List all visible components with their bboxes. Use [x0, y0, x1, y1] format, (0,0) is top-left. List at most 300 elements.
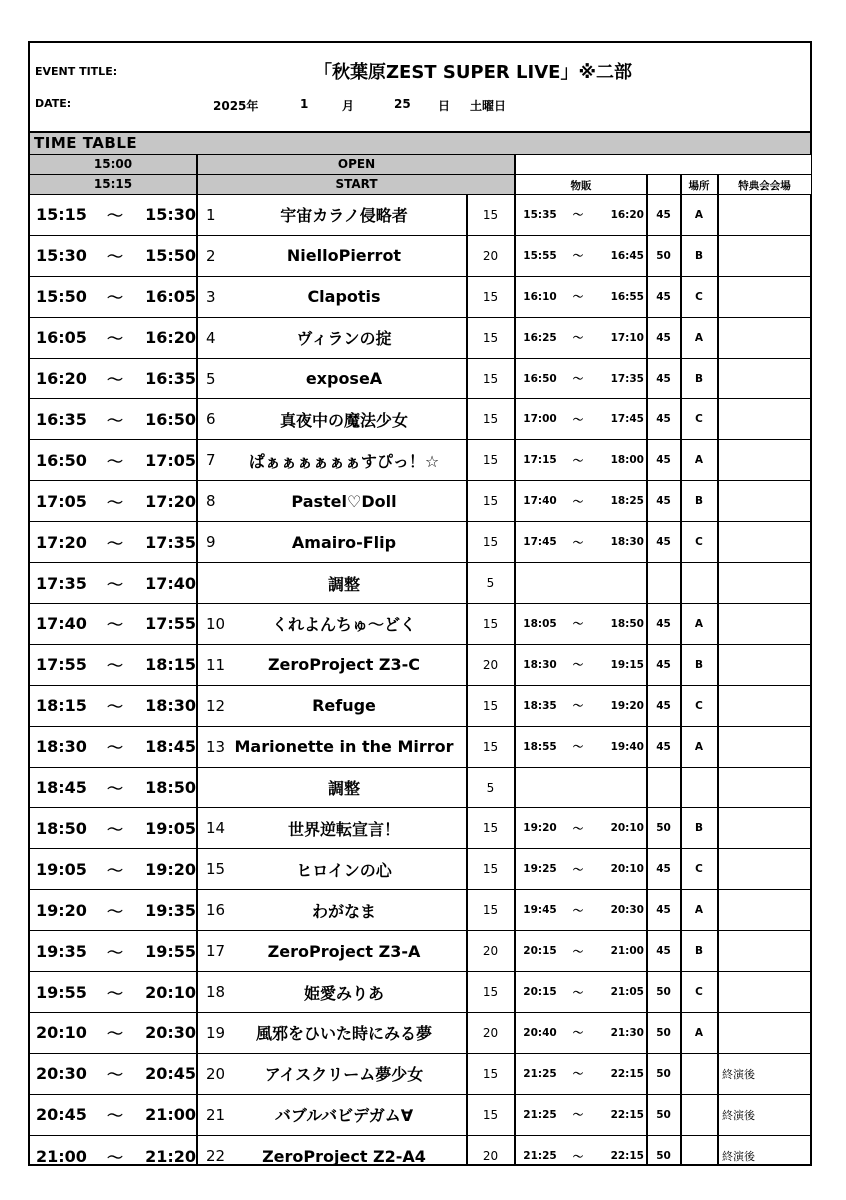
bonus-note [722, 931, 812, 971]
table-row [30, 440, 810, 481]
act-name: アイスクリーム夢少女 [264, 1065, 424, 1085]
table-row [30, 359, 810, 400]
end-time: 20:10 [145, 982, 196, 1002]
merch-end-time: 17:45 [610, 413, 644, 426]
act-number: 6 [206, 410, 216, 429]
end-time: 19:35 [145, 900, 196, 920]
time-tilde: ～ [106, 247, 123, 267]
merch-location [681, 1136, 717, 1177]
start-time: 17:20 [36, 532, 87, 552]
table-row [30, 809, 810, 850]
bonus-note [722, 481, 812, 521]
act-name: バブルバビデガム∀ [274, 1106, 414, 1126]
merch-end-time: 22:15 [610, 1150, 644, 1163]
merch-location: A [694, 1026, 704, 1039]
bonus-note: 終演後 [722, 1150, 755, 1164]
merch-tilde: ～ [572, 904, 584, 917]
merch-tilde: ～ [572, 209, 584, 222]
merch-end-time: 21:30 [610, 1026, 644, 1039]
end-time: 19:20 [145, 859, 196, 879]
time-tilde: ～ [106, 697, 123, 717]
merch-tilde: ～ [572, 536, 584, 549]
end-time: 21:00 [145, 1105, 196, 1125]
act-number: 9 [206, 533, 216, 552]
end-time: 20:45 [145, 1064, 196, 1084]
act-number: 14 [206, 819, 226, 838]
time-tilde: ～ [106, 1147, 123, 1167]
merch-end-time: 20:10 [610, 822, 644, 835]
act-number: 15 [206, 860, 226, 879]
end-time: 21:20 [145, 1146, 196, 1166]
start-time: 16:50 [36, 450, 87, 470]
bonus-note [722, 522, 812, 562]
act-name: くれよんちゅ～どく [271, 615, 416, 635]
end-time: 16:05 [145, 287, 196, 307]
time-tilde: ～ [106, 1106, 123, 1126]
table-row [30, 931, 810, 972]
act-name: 調整 [327, 779, 360, 799]
merch-tilde [566, 563, 590, 603]
event-title: 「秋葉原ZEST SUPER LIVE」※二部 [314, 62, 632, 83]
bonus-note [722, 400, 812, 440]
act-duration: 15 [482, 207, 499, 222]
act-name: ぱぁぁぁぁぁぁすぴっ！☆ [248, 451, 440, 471]
merch-tilde: ～ [572, 741, 584, 754]
bonus-note [722, 318, 812, 358]
end-time: 16:20 [145, 328, 196, 348]
merch-tilde: ～ [572, 250, 584, 263]
merch-start-time [520, 563, 560, 603]
act-number: 13 [206, 737, 226, 756]
act-name: 姫愛みりあ [303, 983, 384, 1003]
merch-start-time [520, 768, 560, 808]
merch-start-time: 18:35 [523, 699, 557, 712]
start-time: 15:15 [36, 205, 87, 225]
start-time: 18:15 [36, 696, 87, 716]
merch-end-time: 19:40 [610, 740, 644, 753]
merch-end-time: 17:35 [610, 372, 644, 385]
start-time: 15:50 [36, 287, 87, 307]
act-number: 19 [206, 1023, 226, 1042]
bonus-note: 終演後 [722, 1067, 755, 1081]
timetable-label-bar [30, 133, 810, 155]
bonus-note [722, 563, 812, 603]
act-number: 17 [206, 942, 226, 961]
bonus-note [722, 727, 812, 767]
act-number: 3 [206, 287, 216, 306]
end-time: 17:20 [145, 491, 196, 511]
merch-location: A [694, 904, 704, 917]
merch-end-time: 21:00 [610, 945, 644, 958]
table-row [30, 522, 810, 563]
merch-location [681, 1095, 717, 1135]
start-time: 17:35 [36, 573, 87, 593]
end-time: 18:15 [145, 655, 196, 675]
merch-tilde: ～ [572, 1068, 584, 1081]
merch-start-time: 21:25 [523, 1150, 557, 1163]
date-label: DATE: [35, 97, 72, 110]
act-name: 世界逆転宣言！ [287, 819, 400, 839]
bonus-note [722, 1013, 812, 1053]
act-duration: 15 [482, 371, 499, 386]
merch-start-time: 21:25 [523, 1108, 557, 1121]
merch-start-time: 19:25 [523, 863, 557, 876]
grid-line-duration [466, 195, 468, 1166]
time-tilde: ～ [106, 533, 123, 553]
start-time: 16:20 [36, 369, 87, 389]
act-duration: 15 [482, 330, 499, 345]
time-tilde: ～ [106, 983, 123, 1003]
merch-tilde: ～ [572, 454, 584, 467]
time-tilde: ～ [106, 451, 123, 471]
merch-duration: 45 [656, 617, 671, 630]
bonus-note [722, 849, 812, 889]
end-time: 17:35 [145, 532, 196, 552]
merch-tilde: ～ [572, 332, 584, 345]
start-row-right [516, 175, 811, 195]
act-duration: 20 [482, 1149, 499, 1164]
merch-duration: 45 [656, 658, 671, 671]
time-tilde: ～ [106, 206, 123, 226]
grid-line-place [680, 175, 682, 1166]
merch-duration: 45 [656, 290, 671, 303]
start-time: 20:45 [36, 1105, 87, 1125]
act-name: Pastel♡Doll [291, 491, 397, 511]
date-day-unit: 日 [438, 99, 451, 113]
end-time: 17:05 [145, 450, 196, 470]
table-row [30, 481, 810, 522]
merch-start-time: 19:45 [523, 904, 557, 917]
start-time: 16:05 [36, 328, 87, 348]
time-tilde: ～ [106, 942, 123, 962]
date-month-number: 1 [300, 97, 309, 111]
end-time: 16:35 [145, 369, 196, 389]
start-row [30, 175, 810, 195]
place-header: 場所 [688, 180, 710, 192]
act-number: 7 [206, 451, 216, 470]
merch-end-time: 22:15 [610, 1108, 644, 1121]
merch-start-time: 15:35 [523, 208, 557, 221]
table-row [30, 1054, 810, 1095]
act-duration: 15 [482, 535, 499, 550]
merch-location: C [695, 290, 703, 303]
merch-start-time: 17:15 [523, 454, 557, 467]
merch-duration: 45 [656, 699, 671, 712]
merch-duration: 45 [656, 454, 671, 467]
time-tilde: ～ [106, 901, 123, 921]
act-duration: 15 [482, 862, 499, 877]
merch-start-time: 20:15 [523, 945, 557, 958]
merch-tilde: ～ [572, 1109, 584, 1122]
merch-tilde [566, 768, 590, 808]
act-duration: 20 [482, 657, 499, 672]
time-tilde: ～ [106, 860, 123, 880]
merch-duration: 45 [656, 740, 671, 753]
merch-location: C [695, 699, 703, 712]
table-row [30, 1136, 810, 1177]
table-row [30, 849, 810, 890]
open-label: OPEN [337, 157, 376, 171]
merch-header: 物販 [570, 180, 592, 192]
table-row [30, 727, 810, 768]
merch-tilde: ～ [572, 863, 584, 876]
grid-line-merch-duration [646, 195, 648, 1166]
grid-line-act [196, 195, 198, 1166]
start-time: 19:55 [36, 982, 87, 1002]
start-time: 17:55 [36, 655, 87, 675]
merch-location: B [694, 822, 703, 835]
bonus-note [722, 440, 812, 480]
end-time: 16:50 [145, 409, 196, 429]
merch-location: C [695, 413, 703, 426]
merch-tilde: ～ [572, 291, 584, 304]
open-row [30, 155, 810, 175]
timetable-label: TIME TABLE [34, 134, 138, 152]
end-time: 18:45 [145, 737, 196, 757]
act-duration: 15 [482, 1107, 499, 1122]
act-name: Clapotis [307, 287, 381, 307]
merch-start-time: 21:25 [523, 1067, 557, 1080]
merch-duration: 45 [656, 863, 671, 876]
bonus-note [722, 890, 812, 930]
merch-tilde: ～ [572, 700, 584, 713]
merch-tilde: ～ [572, 413, 584, 426]
merch-start-time: 16:25 [523, 331, 557, 344]
merch-duration: 50 [656, 1108, 671, 1121]
time-tilde: ～ [106, 329, 123, 349]
bonus-note [722, 686, 812, 726]
merch-start-time: 17:40 [523, 495, 557, 508]
start-time: 20:10 [36, 1023, 87, 1043]
table-row [30, 400, 810, 441]
merch-tilde: ～ [572, 495, 584, 508]
start-time: 18:30 [36, 737, 87, 757]
merch-end-time: 19:15 [610, 658, 644, 671]
merch-location: A [694, 740, 704, 753]
act-name: 真夜中の魔法少女 [279, 410, 408, 430]
table-row [30, 645, 810, 686]
end-time: 17:40 [145, 573, 196, 593]
merch-location: A [694, 617, 704, 630]
act-number: 22 [206, 1147, 226, 1166]
event-title-label: EVENT TITLE: [35, 65, 118, 78]
act-name: NielloPierrot [286, 246, 402, 266]
end-time: 15:30 [145, 205, 196, 225]
act-name: わがなま [311, 901, 376, 921]
start-label: START [335, 177, 378, 191]
act-name: ZeroProject Z2-A4 [262, 1146, 426, 1166]
merch-start-time: 17:45 [523, 536, 557, 549]
open-time: 15:00 [93, 157, 133, 171]
act-number: 21 [206, 1105, 226, 1124]
act-name: Refuge [312, 696, 376, 716]
start-time: 15:15 [93, 177, 133, 191]
bonus-note [722, 277, 812, 317]
merch-start-time: 20:15 [523, 986, 557, 999]
end-time: 15:50 [145, 246, 196, 266]
merch-tilde: ～ [572, 618, 584, 631]
merch-start-time: 18:30 [523, 658, 557, 671]
start-time: 20:30 [36, 1064, 87, 1084]
merch-tilde: ～ [572, 986, 584, 999]
grid-line-bonus [717, 175, 719, 1166]
act-duration: 5 [486, 576, 495, 591]
start-row-left [30, 175, 516, 195]
start-time: 17:05 [36, 491, 87, 511]
time-tilde: ～ [106, 410, 123, 430]
table-row [30, 563, 810, 604]
act-duration: 15 [482, 1066, 499, 1081]
merch-end-time: 19:20 [610, 699, 644, 712]
merch-end-time: 21:05 [610, 986, 644, 999]
act-duration: 15 [482, 616, 499, 631]
act-number: 10 [206, 614, 226, 633]
merch-duration: 45 [656, 536, 671, 549]
bonus-note [722, 604, 812, 644]
merch-duration: 45 [656, 495, 671, 508]
act-duration: 20 [482, 1025, 499, 1040]
start-time: 18:50 [36, 818, 87, 838]
merch-end-time: 22:15 [610, 1067, 644, 1080]
merch-duration: 50 [656, 249, 671, 262]
start-time: 19:35 [36, 941, 87, 961]
merch-duration: 45 [656, 945, 671, 958]
act-name: Marionette in the Mirror [234, 737, 454, 757]
merch-duration [647, 768, 680, 808]
end-time: 19:55 [145, 941, 196, 961]
time-tilde: ～ [106, 370, 123, 390]
table-row [30, 686, 810, 727]
merch-duration: 50 [656, 986, 671, 999]
merch-start-time: 18:55 [523, 740, 557, 753]
grid-line-merch-start [514, 155, 516, 1166]
act-number: 12 [206, 696, 226, 715]
start-time: 16:35 [36, 409, 87, 429]
merch-location: B [694, 372, 703, 385]
act-duration: 15 [482, 412, 499, 427]
act-name: ヴィランの掟 [296, 329, 392, 349]
bonus-note [722, 359, 812, 399]
act-duration: 15 [482, 821, 499, 836]
act-number: 4 [206, 328, 216, 347]
act-duration: 15 [482, 494, 499, 509]
merch-end-time: 16:55 [610, 290, 644, 303]
table-row [30, 236, 810, 277]
merch-start-time: 17:00 [523, 413, 557, 426]
end-time: 18:30 [145, 696, 196, 716]
table-row [30, 277, 810, 318]
merch-tilde: ～ [572, 659, 584, 672]
merch-duration: 50 [656, 1150, 671, 1163]
table-row [30, 768, 810, 809]
time-tilde: ～ [106, 615, 123, 635]
act-duration: 20 [482, 248, 499, 263]
merch-start-time: 18:05 [523, 617, 557, 630]
merch-location [681, 563, 717, 603]
end-time: 20:30 [145, 1023, 196, 1043]
act-number: 5 [206, 369, 216, 388]
time-tilde: ～ [106, 656, 123, 676]
merch-tilde: ～ [572, 1027, 584, 1040]
time-tilde: ～ [106, 574, 123, 594]
bonus-note [722, 645, 812, 685]
time-tilde: ～ [106, 1024, 123, 1044]
table-row [30, 1013, 810, 1054]
merch-location: B [694, 249, 703, 262]
act-number: 2 [206, 246, 216, 265]
merch-location: B [694, 495, 703, 508]
bonus-note: 終演後 [722, 1108, 755, 1122]
end-time: 19:05 [145, 818, 196, 838]
act-name: 調整 [327, 574, 360, 594]
merch-end-time: 18:25 [610, 495, 644, 508]
act-number: 20 [206, 1064, 226, 1083]
act-duration: 20 [482, 944, 499, 959]
act-name: Amairo-Flip [291, 532, 397, 552]
act-number: 11 [206, 655, 226, 674]
act-name: 宇宙カラノ侵略者 [280, 206, 408, 226]
act-number: 1 [206, 205, 216, 224]
merch-end-time: 16:20 [610, 208, 644, 221]
merch-tilde: ～ [572, 945, 584, 958]
act-name: 風邪をひいた時にみる夢 [255, 1024, 432, 1044]
bonus-note [722, 972, 812, 1012]
table-row [30, 890, 810, 931]
end-time: 17:55 [145, 614, 196, 634]
merch-start-time: 16:50 [523, 372, 557, 385]
merch-duration: 45 [656, 372, 671, 385]
merch-end-time: 20:10 [610, 863, 644, 876]
merch-duration: 45 [656, 331, 671, 344]
merch-end-time: 20:30 [610, 904, 644, 917]
date-day-number: 25 [394, 97, 411, 111]
merch-duration: 50 [656, 822, 671, 835]
act-name: ヒロインの心 [296, 860, 392, 880]
merch-end-time: 18:30 [610, 536, 644, 549]
merch-location: B [694, 658, 703, 671]
bonus-note [722, 809, 812, 849]
time-tilde: ～ [106, 492, 123, 512]
merch-location: A [694, 454, 704, 467]
table-row [30, 972, 810, 1013]
merch-start-time: 16:10 [523, 290, 557, 303]
start-time: 18:45 [36, 778, 87, 798]
start-time: 19:20 [36, 900, 87, 920]
merch-location: A [694, 331, 704, 344]
open-row-right [516, 155, 811, 175]
merch-tilde: ～ [572, 1150, 584, 1163]
bonus-header: 特典会会場 [738, 180, 791, 192]
start-time: 17:40 [36, 614, 87, 634]
time-tilde: ～ [106, 819, 123, 839]
act-number: 16 [206, 901, 226, 920]
timetable-sheet [28, 41, 812, 1166]
merch-duration: 50 [656, 1067, 671, 1080]
merch-duration: 45 [656, 208, 671, 221]
act-number: 18 [206, 983, 226, 1002]
act-name: exposeA [305, 369, 383, 389]
merch-start-time: 20:40 [523, 1026, 557, 1039]
merch-location: A [694, 208, 704, 221]
merch-tilde: ～ [572, 373, 584, 386]
merch-end-time: 17:10 [610, 331, 644, 344]
end-time: 18:50 [145, 778, 196, 798]
table-row [30, 318, 810, 359]
act-duration: 5 [486, 780, 495, 795]
act-name: ZeroProject Z3-A [267, 941, 421, 961]
date-year: 2025年 [213, 99, 259, 113]
time-tilde: ～ [106, 738, 123, 758]
